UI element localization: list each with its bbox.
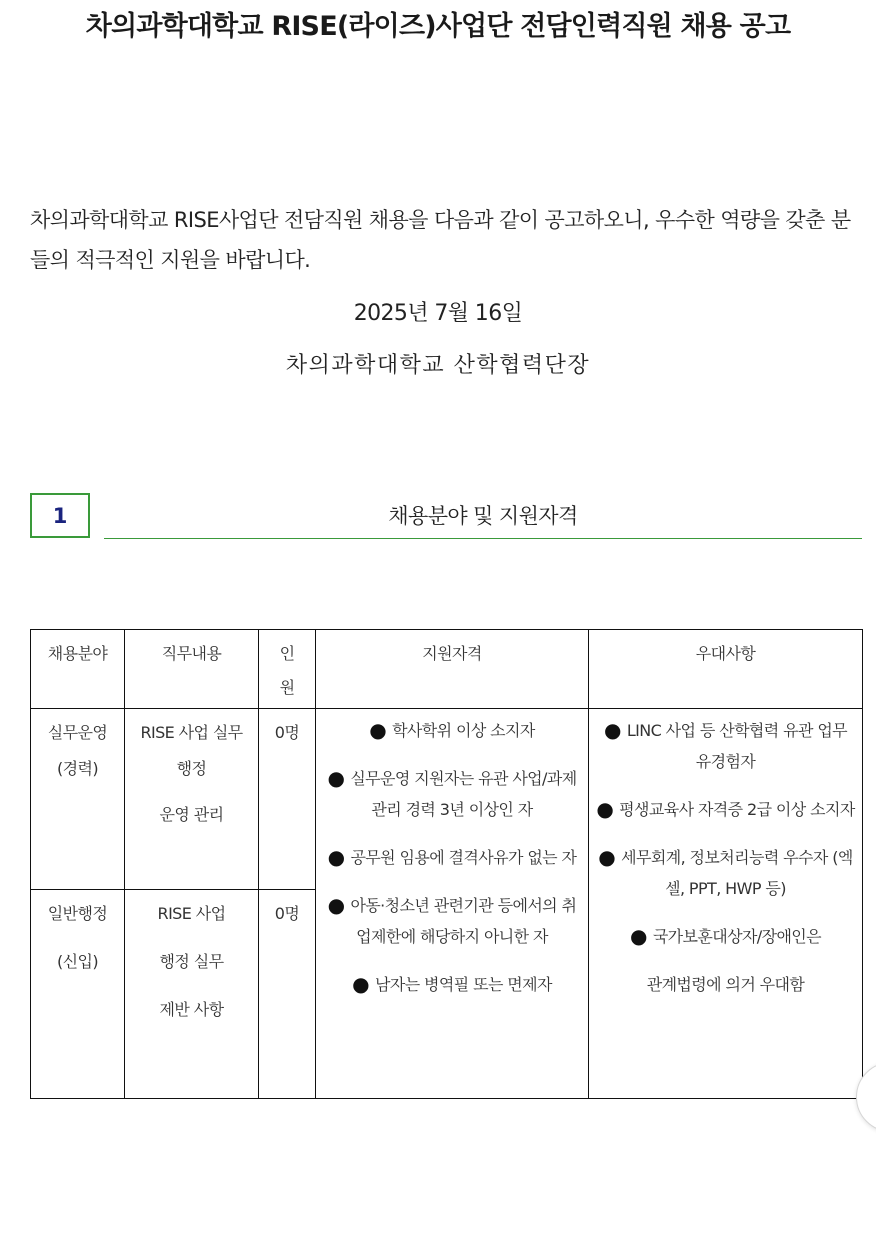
qualification-item: ● 공무원 임용에 결격사유가 없는 자 — [322, 842, 582, 873]
bullet-icon: ● — [327, 766, 345, 790]
recruitment-table — [30, 629, 863, 1099]
count-cell: 0명 — [259, 890, 316, 1099]
duty-cell: RISE 사업 실무 행정 운영 관리 — [125, 709, 259, 890]
preference-item: ● 평생교육사 자격증 2급 이상 소지자 — [595, 794, 856, 825]
field-cell: 일반행정 (신입) — [31, 890, 125, 1099]
field-cell: 실무운영 (경력) — [31, 709, 125, 890]
section-divider — [104, 538, 862, 539]
header-field: 채용분야 — [31, 630, 125, 709]
bullet-icon: ● — [603, 718, 621, 742]
header-qualification: 지원자격 — [316, 630, 589, 709]
header-preference: 우대사항 — [589, 630, 863, 709]
bullet-icon: ● — [369, 718, 387, 742]
page-title: 차의과학대학교 RISE(라이즈)사업단 전담인력직원 채용 공고 — [85, 11, 791, 42]
intro-paragraph: 차의과학대학교 RISE사업단 전담직원 채용을 다음과 같이 공고하오니, 우수한 역량을 갖춘 분들의 적극적인 지원을 바랍니다. — [30, 208, 851, 272]
announcement-date: 2025년 7월 16일 — [353, 301, 523, 326]
bullet-icon: ● — [629, 924, 647, 948]
table-row — [31, 709, 863, 890]
duty-cell: RISE 사업 행정 실무 제반 사항 — [125, 890, 259, 1099]
bullet-icon: ● — [352, 972, 369, 996]
bullet-icon: ● — [327, 845, 345, 869]
header-duty: 직무내용 — [125, 630, 259, 709]
section-number-box — [30, 493, 90, 538]
preference-item: ● LINC 사업 등 산학협력 유관 업무 유경험자 — [595, 715, 856, 777]
qualification-item: ● 아동·청소년 관련기관 등에서의 취업제한에 해당하지 아니한 자 — [322, 890, 582, 952]
bullet-icon: ● — [327, 893, 345, 917]
qualification-item: ● 실무운영 지원자는 유관 사업/과제 관리 경력 3년 이상인 자 — [322, 763, 582, 825]
bullet-icon: ● — [598, 845, 616, 869]
count-cell: 0명 — [259, 709, 316, 890]
qualification-cell — [316, 709, 589, 1099]
table-header-row — [31, 630, 863, 709]
bullet-icon: ● — [596, 797, 614, 821]
preference-cell — [589, 709, 863, 1099]
preference-note: 관계법령에 의거 우대함 — [646, 975, 805, 994]
section-number: 1 — [52, 503, 68, 528]
preference-item: ● 국가보훈대상자/장애인은 — [595, 921, 856, 952]
qualification-item: ● 남자는 병역필 또는 면제자 — [322, 969, 582, 1000]
section-title: 채용분야 및 지원자격 — [388, 504, 578, 528]
qualification-item: ● 학사학위 이상 소지자 — [322, 715, 582, 746]
preference-item: ● 세무회계, 정보처리능력 우수자 (엑셀, PPT, HWP 등) — [595, 842, 856, 904]
header-count: 인 원 — [259, 630, 316, 709]
signer: 차의과학대학교 산학협력단장 — [285, 353, 591, 378]
